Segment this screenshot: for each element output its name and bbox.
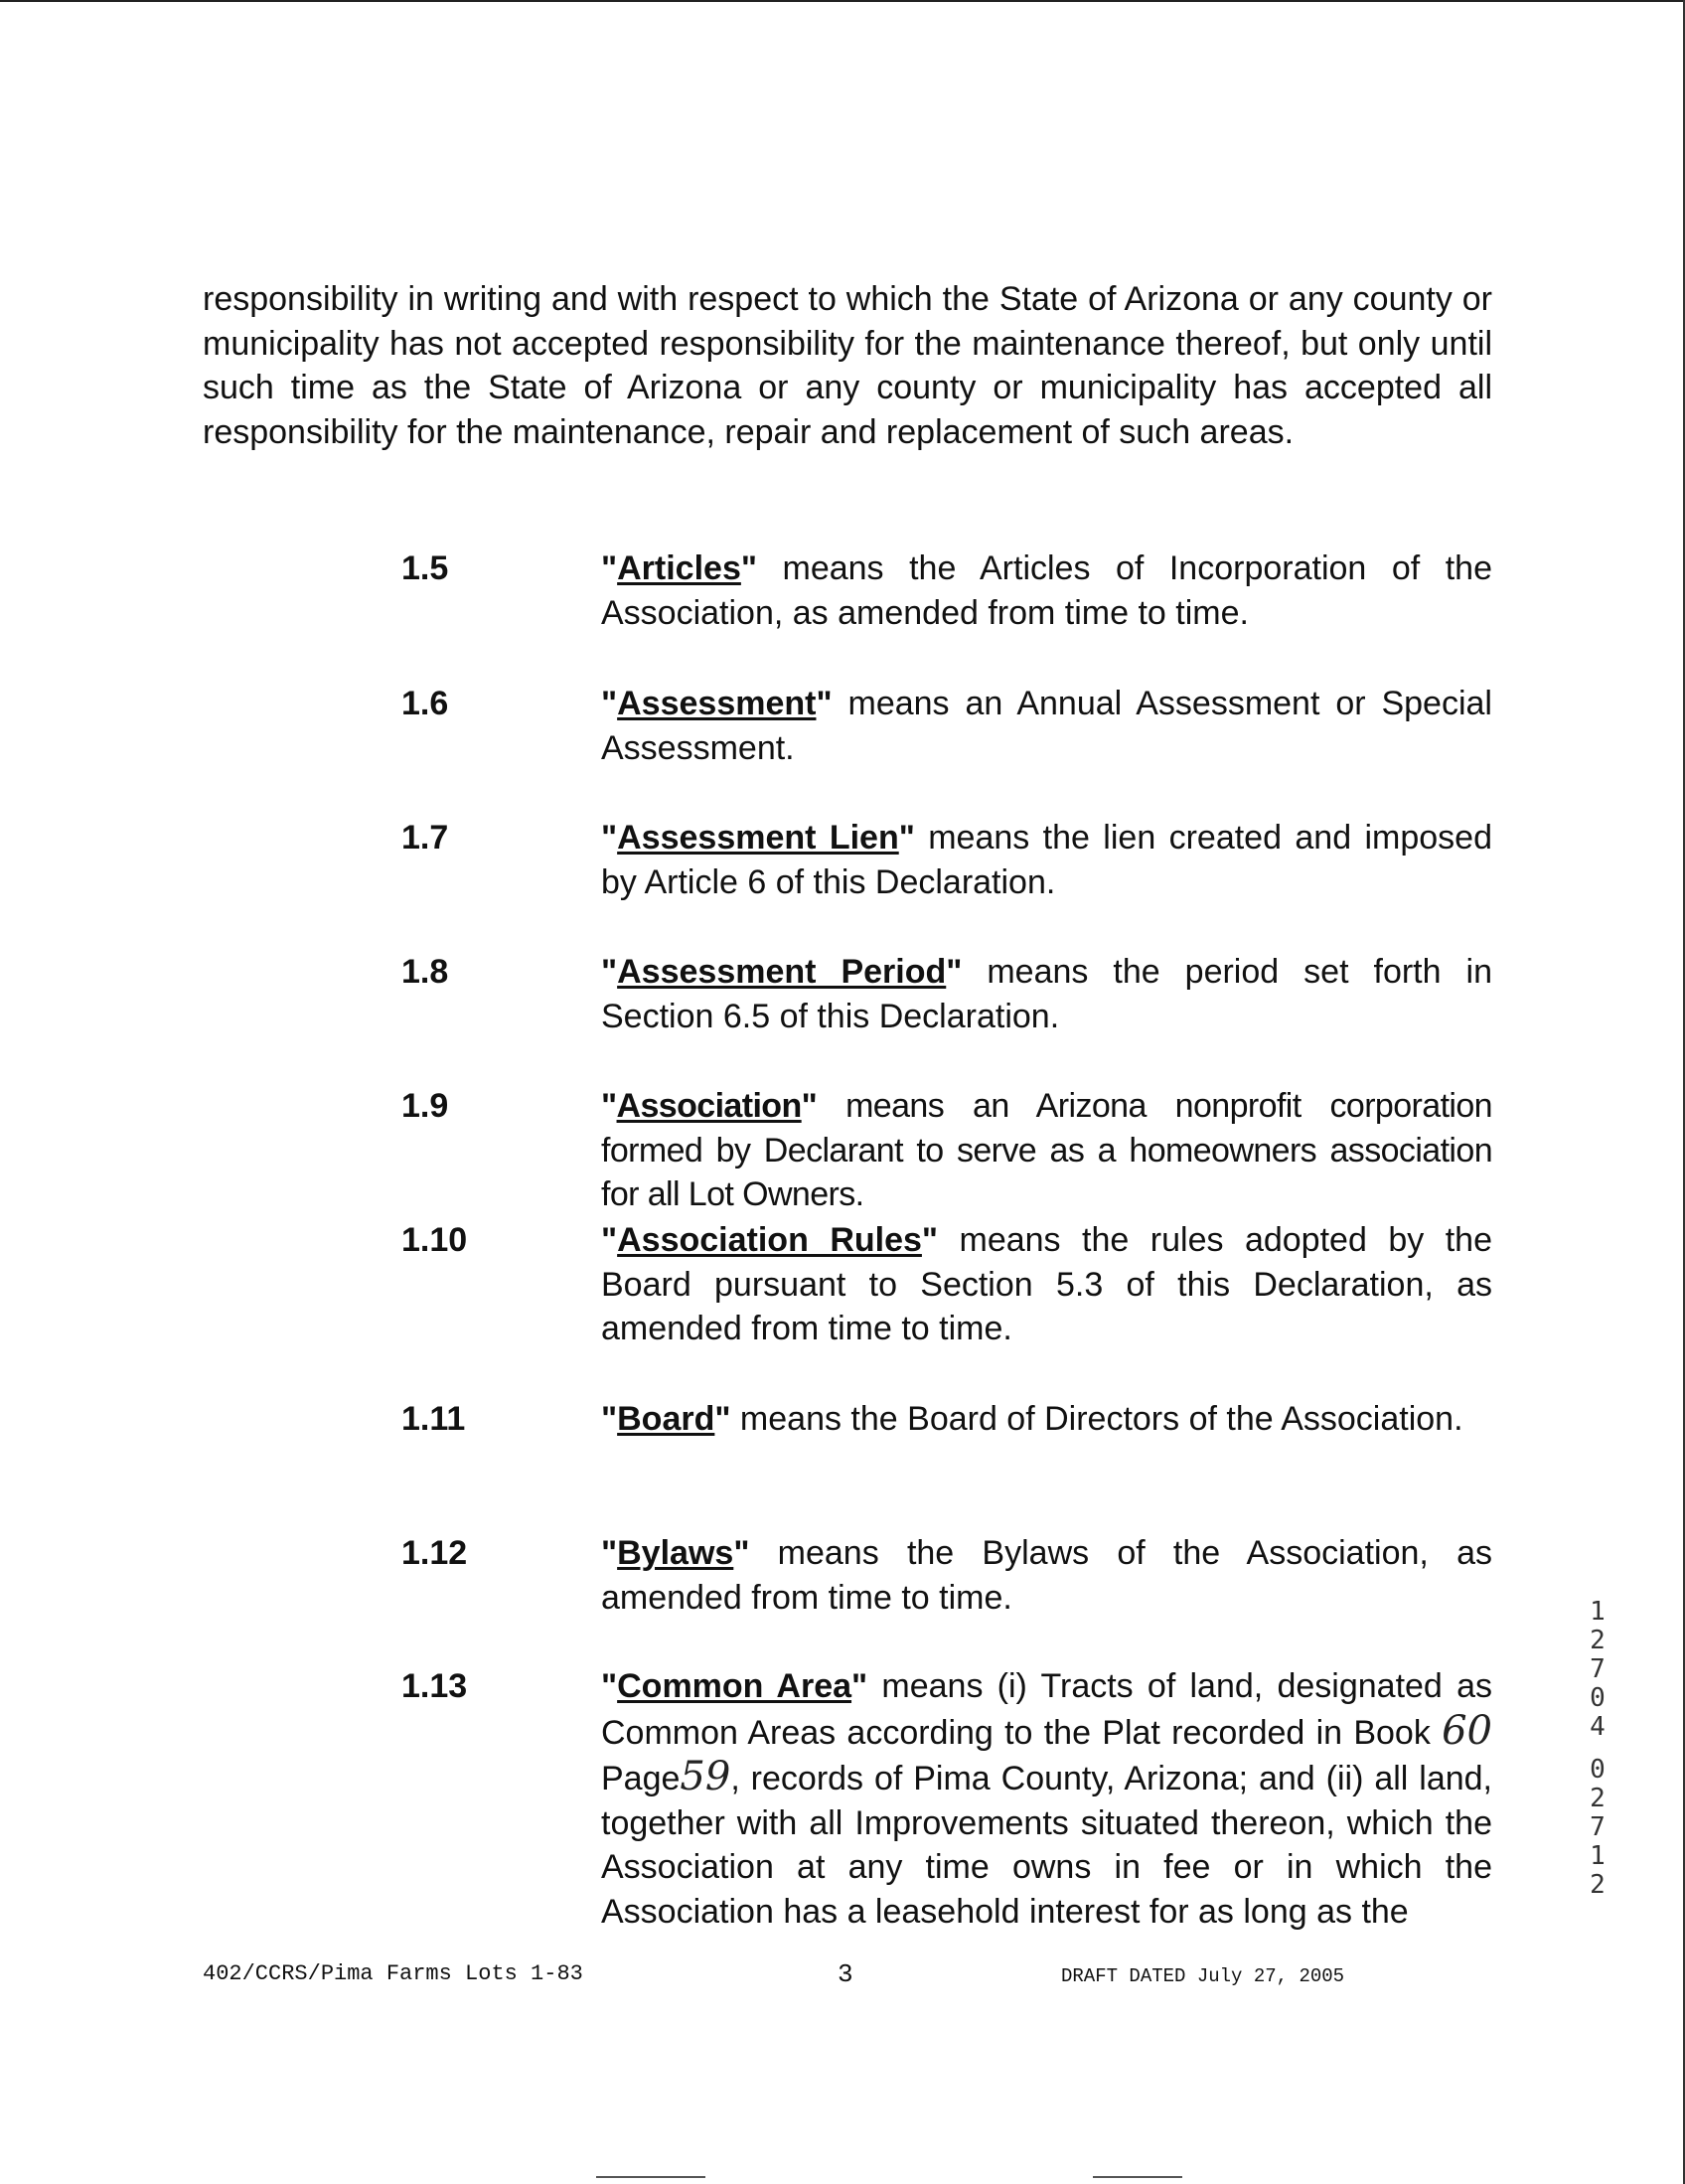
section-number: 1.7	[401, 819, 449, 857]
definition-1-12	[203, 1531, 1492, 1620]
section-number: 1.8	[401, 953, 449, 991]
definition-text: means the Articles of Incorporation of the Association, as amended from time to time.	[601, 549, 1492, 632]
definition-text: means an Annual Assessment or Special Assessment.	[601, 685, 1492, 767]
section-number: 1.11	[401, 1400, 466, 1438]
handwritten-page-number: 59	[680, 1754, 731, 1799]
section-number: 1.13	[401, 1667, 468, 1705]
defined-term: "Common Area"	[601, 1667, 868, 1705]
handwritten-book-number: 60	[1442, 1707, 1492, 1754]
definition-text: means an Arizona nonprofit corporation formed by Declarant to serve as a homeowners association for all Lot Owners.	[601, 1087, 1492, 1213]
definition-1-5	[203, 546, 1492, 635]
definition-1-7	[203, 816, 1492, 904]
defined-term: "Bylaws"	[601, 1534, 750, 1572]
definition-text: means the period set forth in Section 6.5 of this Declaration.	[601, 953, 1492, 1035]
scan-bottom-mark	[1093, 2176, 1182, 2178]
definition-1-9	[203, 1084, 1492, 1217]
defined-term: "Assessment"	[601, 685, 833, 722]
footer-document-id: 402/CCRS/Pima Farms Lots 1-83	[203, 1961, 583, 1986]
intro-paragraph: responsibility in writing and with respect to which the State of Arizona or any county or municipality has not accepted responsibility for the maintenance thereof, but only until such time as the State of Arizona or any county or municipality has accepted all responsibility for the maintenance, repair and replacement of such areas.	[203, 280, 1492, 451]
section-number: 1.6	[401, 685, 449, 722]
definition-1-8	[203, 950, 1492, 1038]
definition-text: means the rules adopted by the Board pursuant to Section 5.3 of this Declaration, as amended from time to time.	[601, 1221, 1492, 1347]
defined-term: "Association"	[601, 1087, 818, 1125]
defined-term: "Board"	[601, 1400, 731, 1438]
scan-bottom-mark	[596, 2176, 705, 2178]
definition-text-a: means (i) Tracts of land, designated as Common Areas according to the Plat recorded in Book	[601, 1667, 1492, 1752]
section-number: 1.9	[401, 1087, 449, 1125]
definition-1-6	[203, 682, 1492, 770]
definition-text: means the lien created and imposed by Article 6 of this Declaration.	[601, 819, 1492, 901]
scan-top-edge	[0, 0, 1685, 2]
definition-1-11	[203, 1397, 1492, 1442]
section-number: 1.5	[401, 549, 449, 587]
definition-text: means the Board of Directors of the Association.	[730, 1400, 1463, 1438]
defined-term: "Articles"	[601, 549, 757, 587]
definition-text: means the Bylaws of the Association, as amended from time to time.	[601, 1534, 1492, 1617]
definition-text-c: , records of Pima County, Arizona; and (ii) all land, together with all Improvements situated thereon, which the Association at any time owns in fee or in which the Association has a leasehold interest for as long as the	[601, 1760, 1492, 1931]
defined-term: "Association Rules"	[601, 1221, 939, 1259]
footer-page-number: 3	[838, 1959, 853, 1989]
definition-1-13	[203, 1664, 1492, 1934]
definition-text-b: Page	[601, 1760, 681, 1797]
recording-stamp-number: 1 2 7 0 4 0 2 7 1 2	[1590, 1597, 1606, 1900]
definition-1-10	[203, 1218, 1492, 1351]
defined-term: "Assessment Period"	[601, 953, 963, 991]
footer-draft-date: DRAFT DATED July 27, 2005	[1061, 1965, 1345, 1987]
section-number: 1.10	[401, 1221, 468, 1259]
section-number: 1.12	[401, 1534, 468, 1572]
defined-term: "Assessment Lien"	[601, 819, 915, 857]
